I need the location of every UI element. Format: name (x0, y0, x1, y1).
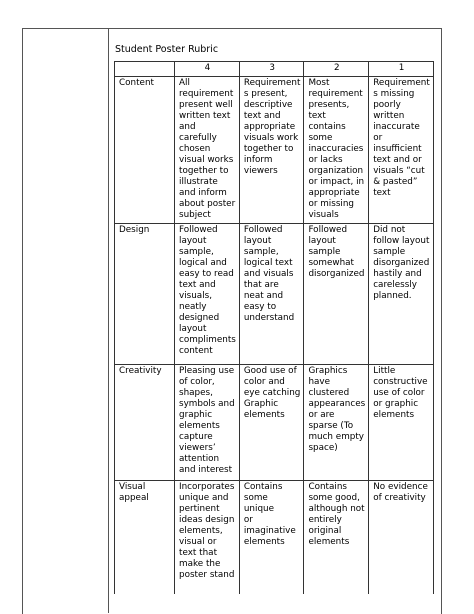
header-cell-score-2: 2 (304, 62, 369, 77)
rubric-cell: Requirement s present, descriptive text and appropriate visuals work together to inform viewers (239, 77, 304, 224)
rubric-cell: Followed layout sample somewhat disorganized (304, 224, 369, 365)
rubric-cell: Did not follow layout sample disorganized hastily and carelessly planned. (369, 224, 434, 365)
criterion-cell: Design (115, 224, 175, 365)
rubric-table (114, 61, 434, 594)
rubric-cell: Little constructive use of color or graphic elements (369, 365, 434, 481)
rubric-cell: Contains some unique or imaginative elements (239, 481, 304, 595)
criterion-cell: Creativity (115, 365, 175, 481)
outer-table-divider (108, 28, 109, 613)
rubric-cell: Graphics have clustered appearances or are sparse (To much empty space) (304, 365, 369, 481)
table-row (115, 365, 434, 481)
table-row (115, 77, 434, 224)
rubric-cell: All requirement present well written text and carefully chosen visual works together to illustrate and inform about poster subject (175, 77, 240, 224)
rubric-cell: Pleasing use of color, shapes, symbols and graphic elements capture viewers’ attention and interest (175, 365, 240, 481)
rubric-cell: Incorporates unique and pertinent ideas design elements, visual or text that make the poster stand (175, 481, 240, 595)
criterion-cell: Visual appeal (115, 481, 175, 595)
header-cell-score-3: 3 (239, 62, 304, 77)
rubric-cell: Followed layout sample, logical text and visuals that are neat and easy to understand (239, 224, 304, 365)
rubric-title: Student Poster Rubric (115, 44, 219, 55)
table-row (115, 224, 434, 365)
rubric-cell: Followed layout sample, logical and easy to read text and visuals, neatly designed layout compliments content (175, 224, 240, 365)
header-cell-blank (115, 62, 175, 77)
rubric-cell: No evidence of creativity (369, 481, 434, 595)
rubric-cell: Most requirement presents, text contains some inaccuracies or lacks organization or impact, in appropriate or missing visuals (304, 77, 369, 224)
rubric-cell: Requirement s missing poorly written inaccurate or insufficient text and or visuals “cut & pasted” text (369, 77, 434, 224)
header-cell-score-1: 1 (369, 62, 434, 77)
header-cell-score-4: 4 (175, 62, 240, 77)
rubric-cell: Contains some good, although not entirely original elements (304, 481, 369, 595)
rubric-cell: Good use of color and eye catching Graphic elements (239, 365, 304, 481)
criterion-cell: Content (115, 77, 175, 224)
header-row (115, 62, 434, 77)
table-row (115, 481, 434, 595)
